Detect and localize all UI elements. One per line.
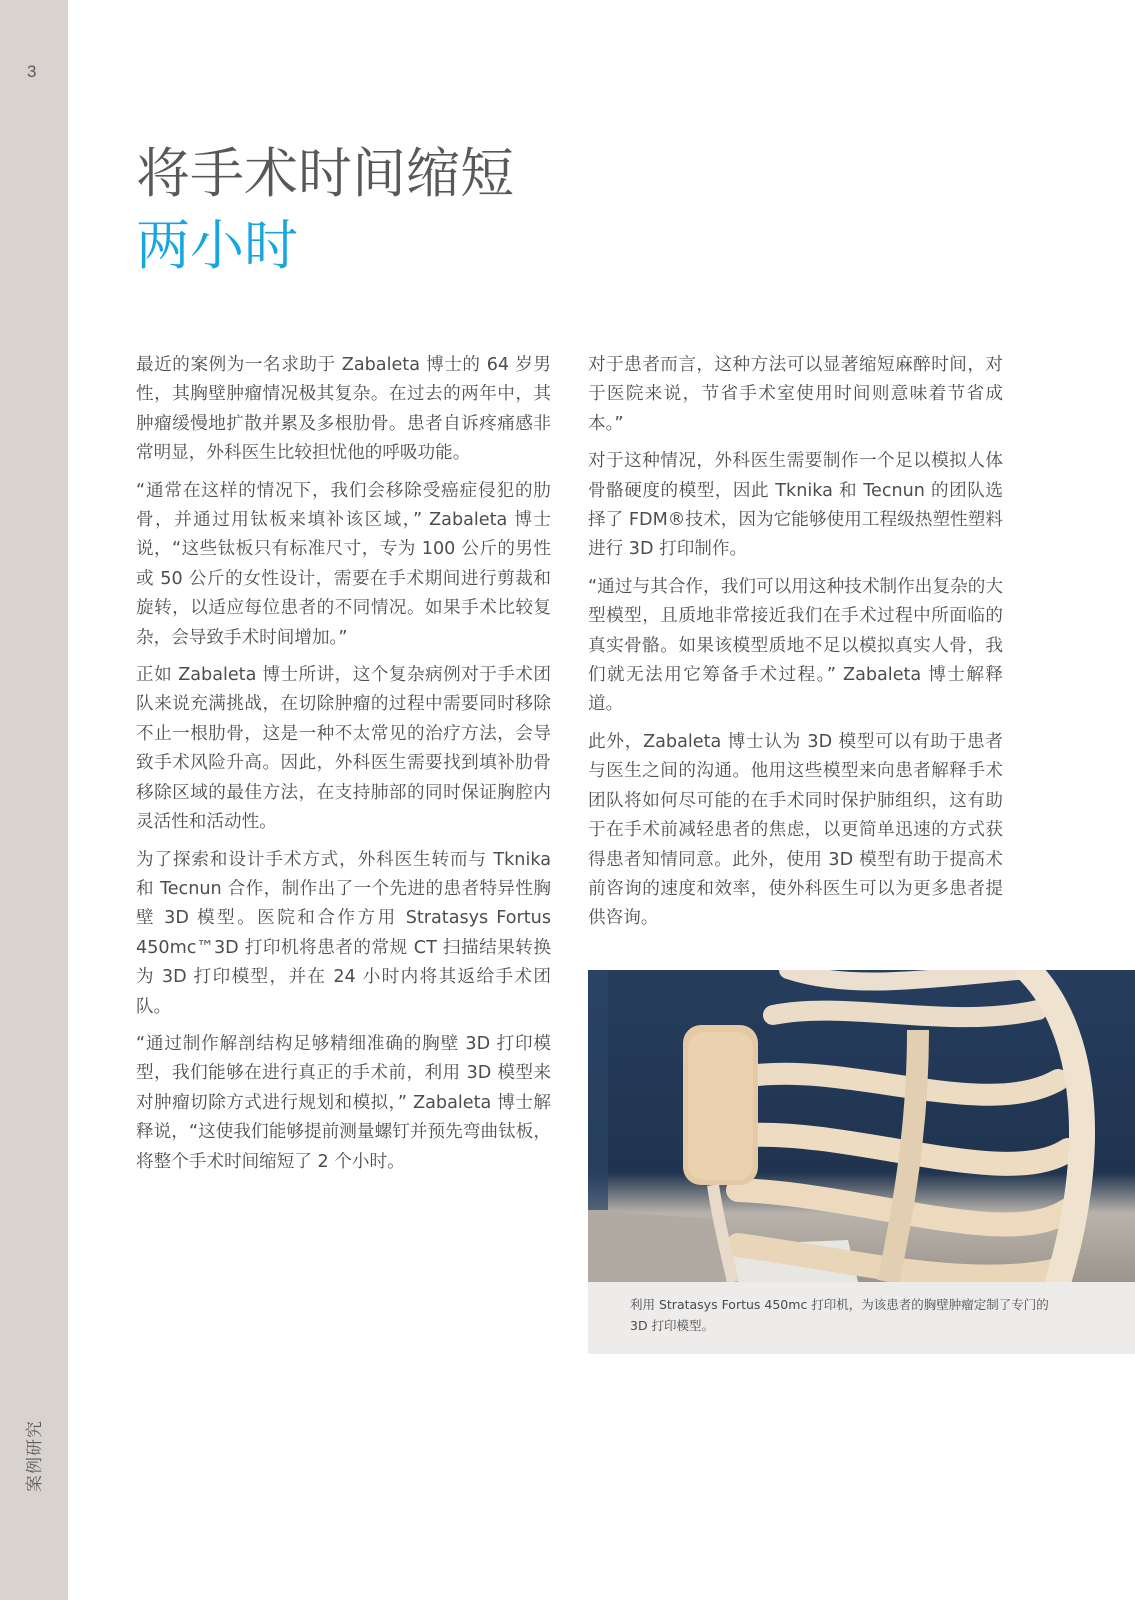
paragraph: “通常在这样的情况下，我们会移除受癌症侵犯的肋骨，并通过用钛板来填补该区域，” Zabaleta 博士说，“这些钛板只有标准尺寸，专为 100 公斤的男性或 50 公斤的女性设计，需要在手术期间进行剪裁和旋转，以适应每位患者的不同情况。如果手术比较复杂，会导致手术时间增加。”	[136, 480, 551, 648]
figure-caption: 利用 Stratasys Fortus 450mc 打印机，为该患者的胸壁肿瘤定制了专门的 3D 打印模型。	[630, 1297, 1049, 1333]
paragraph: 对于这种情况，外科医生需要制作一个足以模拟人体骨骼硬度的模型，因此 Tknika 和 Tecnun 的团队选择了 FDM®技术，因为它能够使用工程级热塑性塑料进行 3D 打印制作。	[588, 451, 1003, 560]
paragraph: 最近的案例为一名求助于 Zabaleta 博士的 64 岁男性，其胸壁肿瘤情况极其复杂。在过去的两年中，其肿瘤缓慢地扩散并累及多根肋骨。患者自诉疼痛感非常明显，外科医生比较担忧他的呼吸功能。	[136, 355, 551, 464]
caption-band	[588, 1282, 1135, 1354]
figure	[588, 970, 1135, 1354]
ribcage-illustration	[588, 970, 1135, 1282]
paragraph: 正如 Zabaleta 博士所讲，这个复杂病例对于手术团队来说充满挑战，在切除肿瘤的过程中需要同时移除不止一根肋骨，这是一种不太常见的治疗方法，会导致手术风险升高。因此，外科医生需要找到填补肋骨移除区域的最佳方法，在支持肺部的同时保证胸腔内灵活性和活动性。	[136, 665, 551, 833]
paragraph: 此外，Zabaleta 博士认为 3D 模型可以有助于患者与医生之间的沟通。他用这些模型来向患者解释手术团队将如何尽可能的在手术同时保护肺组织，这有助于在手术前减轻患者的焦虑，以更简单迅速的方式获得患者知情同意。此外，使用 3D 模型有助于提高术前咨询的速度和效率，使外科医生可以为更多患者提供咨询。	[588, 731, 1003, 929]
page-title	[136, 138, 514, 282]
section-label: 案例研究	[25, 1420, 45, 1492]
right-text-column	[588, 351, 1003, 942]
paragraph: “通过与其合作，我们可以用这种技术制作出复杂的大型模型，且质地非常接近我们在手术过程中所面临的真实骨骼。如果该模型质地不足以模拟真实人骨，我们就无法用它筹备手术过程。” Zabaleta 博士解释道。	[588, 576, 1003, 715]
ribcage-model-photo	[588, 970, 1135, 1282]
title-line-2-highlight: 两小时	[136, 214, 298, 277]
left-text-column	[136, 351, 551, 1185]
paragraph: 对于患者而言，这种方法可以显著缩短麻醉时间，对于医院来说，节省手术室使用时间则意味着节省成本。”	[588, 355, 1003, 434]
page-number: 3	[27, 62, 37, 81]
page-sidebar	[0, 0, 68, 1600]
title-line-1: 将手术时间缩短	[136, 142, 514, 205]
paragraph: 为了探索和设计手术方式，外科医生转而与 Tknika 和 Tecnun 合作，制作出了一个先进的患者特异性胸壁 3D 模型。医院和合作方用 Stratasys Fortus 450mc™3D 打印机将患者的常规 CT 扫描结果转换为 3D 打印模型，并在 24 小时内将其返给手术团队。	[136, 849, 551, 1017]
paragraph: “通过制作解剖结构足够精细准确的胸壁 3D 打印模型，我们能够在进行真正的手术前，利用 3D 模型来对肿瘤切除方式进行规划和模拟，” Zabaleta 博士解释说，“这使我们能够提前测量螺钉并预先弯曲钛板，将整个手术时间缩短了 2 个小时。	[136, 1033, 551, 1172]
